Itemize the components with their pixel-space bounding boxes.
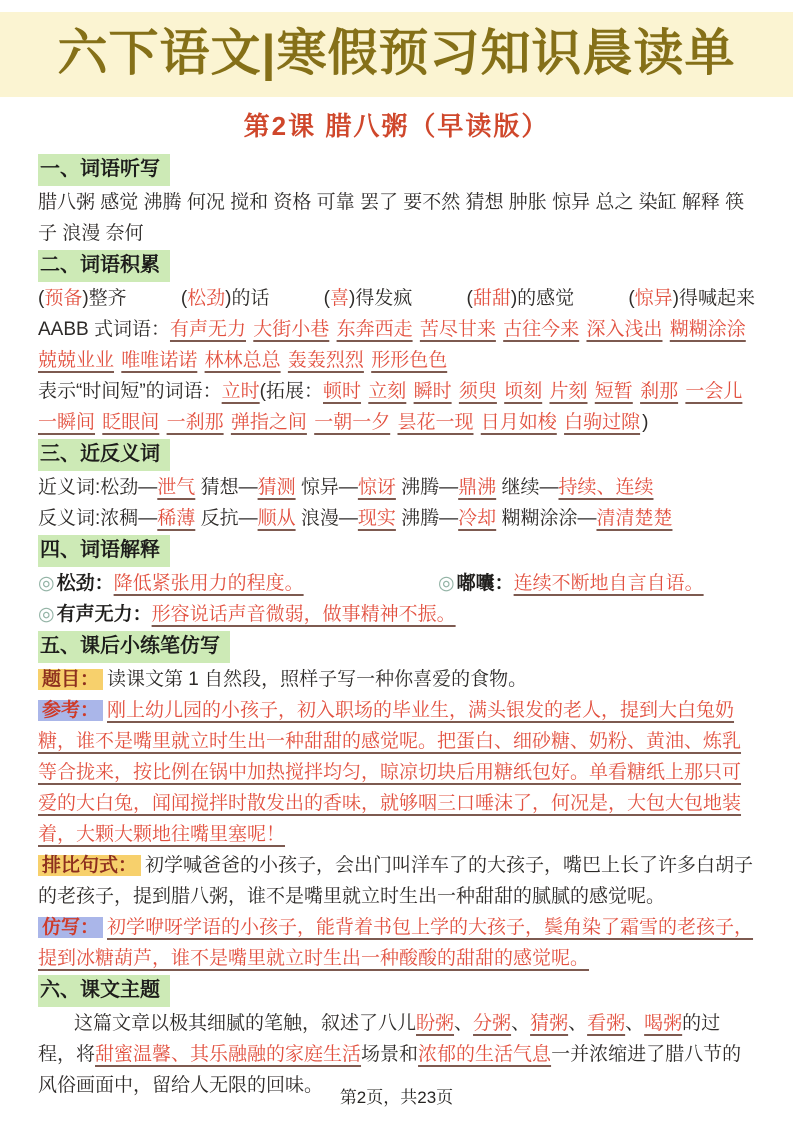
definition-text: 降低紧张用力的程度。 <box>113 573 304 594</box>
section-header-row <box>38 154 755 186</box>
text-segment: 腊八粥 感觉 沸腾 何况 搅和 资格 可靠 罢了 要不然 猜想 肿胀 惊异 总之 染缸 解释 筷子 浪漫 奈何 <box>38 192 745 244</box>
definition-row <box>38 599 755 630</box>
answer-word: 弹指之间 <box>230 412 307 433</box>
answer-word: 糊糊涂涂 <box>669 319 746 340</box>
text-segment: 的过程，将 <box>38 1013 721 1065</box>
answer-word: 一瞬间 <box>38 412 96 433</box>
text-segment: )的感觉 <box>510 288 575 309</box>
section-header: 六、课文主题 <box>38 975 170 1007</box>
answer-word: 眨眼间 <box>102 412 160 433</box>
text-segment: 沸腾— <box>395 477 459 498</box>
answer-word: 立刻 <box>368 381 407 402</box>
text-segment: 糊糊涂涂— <box>496 508 597 529</box>
text-segment: ( <box>323 288 330 309</box>
answer-word: 唯唯诺诺 <box>121 350 198 371</box>
text-segment: 一并浓缩进了腊八节的风俗画面中，留给人无限的回味。 <box>38 1044 742 1096</box>
text-segment: 猜测 <box>257 477 296 498</box>
line-label: 排比句式： <box>38 855 141 876</box>
definition-text: 连续不断地自言自语。 <box>513 573 704 594</box>
text-segment: 持续、连续 <box>558 477 654 498</box>
text-segment: ( <box>628 288 635 309</box>
text-segment: 稀薄 <box>157 508 196 529</box>
section-header-row <box>38 535 755 567</box>
section-header-row <box>38 631 755 663</box>
text-segment: )的话 <box>225 288 270 309</box>
ring-bullet-icon: ◎ <box>438 573 455 594</box>
answer-word: 苦尽甘来 <box>419 319 496 340</box>
text-segment: 泄气 <box>157 477 196 498</box>
answer-word: 大街小巷 <box>253 319 330 340</box>
text-segment: ( <box>466 288 473 309</box>
text-segment: 预备 <box>44 288 83 309</box>
answer-word: 日月如梭 <box>480 412 557 433</box>
answer-word: 东奔西走 <box>336 319 413 340</box>
answer-word: 顿时 <box>323 381 362 402</box>
section-header: 三、近反义词 <box>38 439 170 471</box>
line-label: 题目： <box>38 669 103 690</box>
text-segment: )得喊起来 <box>672 288 755 309</box>
page-number: 第2页，共23页 <box>339 1088 454 1107</box>
answer-word: 顷刻 <box>504 381 543 402</box>
definition-term: 有声无力： <box>56 604 152 625</box>
text-segment: ( <box>180 288 188 309</box>
section-header: 二、词语积累 <box>38 250 170 282</box>
text-segment: 反义词:浓稠— <box>38 508 158 529</box>
section-header-row <box>38 250 755 282</box>
text-line <box>38 187 755 249</box>
text-segment: AABB 式词语： <box>38 319 170 340</box>
text-segment: 、 <box>511 1013 531 1034</box>
fill-blank-item <box>181 283 270 314</box>
text-segment: 初学咿呀学语的小孩子，能背着书包上学的大孩子，鬓角染了霜雪的老孩子，提到冰糖葫芦，谁不是嘴里就立时生出一种酸酸的甜甜的感觉呢。 <box>38 917 754 969</box>
fill-blank-row <box>38 283 755 314</box>
answer-word: 一会儿 <box>685 381 743 402</box>
text-line <box>38 503 755 534</box>
answer-word: 兢兢业业 <box>38 350 115 371</box>
text-segment: 刚上幼儿园的小孩子，初入职场的毕业生，满头银发的老人，提到大白兔奶糖，谁不是嘴里就立时生出一种甜甜的感觉呢。把蛋白、细砂糖、奶粉、黄油、炼乳等合拢来，按比例在锅中加热搅拌均匀，晾凉切块后用糖纸包好。单看糖纸上那只可爱的大白兔，闻闻搅拌时散发出的香味，就够咽三口唾沫了，何况是，大包大包地装着，大颗大颗地往嘴里塞呢！ <box>38 700 742 845</box>
text-segment: 清清楚楚 <box>596 508 673 529</box>
text-segment: 立时 <box>221 381 260 402</box>
text-segment: 初学喊爸爸的小孩子，会出门叫洋车了的大孩子，嘴巴上长了许多白胡子的老孩子，提到腊八粥，谁不是嘴里就立时生出一种甜甜的腻腻的感觉呢。 <box>38 855 754 907</box>
definition-term: 松劲： <box>56 573 114 594</box>
section-header: 四、词语解释 <box>38 535 170 567</box>
section-header: 五、课后小练笔仿写 <box>38 631 230 663</box>
text-segment: 近义词:松劲— <box>38 477 158 498</box>
answer-word: 瞬时 <box>413 381 452 402</box>
text-segment: 猜粥 <box>530 1013 569 1034</box>
text-segment: 甜蜜温馨、其乐融融的家庭生活 <box>95 1044 362 1065</box>
text-segment: 盼粥 <box>416 1013 455 1034</box>
definition-item <box>438 568 704 599</box>
word-list-line <box>38 314 755 376</box>
text-segment: 反抗— <box>195 508 258 529</box>
text-segment: 、 <box>625 1013 645 1034</box>
answer-word: 林林总总 <box>204 350 281 371</box>
text-segment: ) <box>642 412 649 433</box>
text-segment: 浪漫— <box>295 508 358 529</box>
text-segment: ( <box>38 288 45 309</box>
definition-text: 形容说话声音微弱，做事精神不振。 <box>151 604 456 625</box>
answer-word: 轰轰烈烈 <box>287 350 364 371</box>
text-segment: 惊讶 <box>357 477 396 498</box>
text-segment: 顺从 <box>257 508 296 529</box>
answer-word: 一朝一夕 <box>314 412 391 433</box>
text-segment: 惊异 <box>634 288 673 309</box>
answer-word: 深入浅出 <box>586 319 663 340</box>
text-segment: 现实 <box>357 508 396 529</box>
fill-blank-item <box>628 283 755 314</box>
text-segment: 松劲 <box>187 288 226 309</box>
text-line <box>38 472 755 503</box>
text-segment: 这篇文章以极其细腻的笔触，叙述了八儿 <box>74 1013 417 1034</box>
word-list-line <box>38 376 755 438</box>
ring-bullet-icon: ◎ <box>38 573 55 594</box>
text-segment: 表示“时间短”的词语： <box>38 381 222 402</box>
answer-word: 形形色色 <box>371 350 448 371</box>
fill-blank-item <box>466 283 574 314</box>
text-segment: 看粥 <box>587 1013 626 1034</box>
line-label: 仿写： <box>38 917 103 938</box>
text-segment: 读课文第 1 自然段，照样子写一种你喜爱的食物。 <box>107 669 528 690</box>
definition-item <box>38 568 438 599</box>
answer-word: 片刻 <box>549 381 588 402</box>
text-segment: 、 <box>454 1013 474 1034</box>
line-label: 参考： <box>38 700 103 721</box>
answer-word: 白驹过隙 <box>564 412 641 433</box>
ring-bullet-icon: ◎ <box>38 604 55 625</box>
answer-word: 古往今来 <box>503 319 580 340</box>
text-segment: 继续— <box>496 477 559 498</box>
text-segment: (拓展： <box>259 381 323 402</box>
text-segment: 喜 <box>329 288 349 309</box>
answer-word: 刹那 <box>640 381 679 402</box>
text-segment: 场景和 <box>361 1044 419 1065</box>
definition-row <box>38 568 755 599</box>
labeled-line <box>38 850 755 912</box>
section-header-row <box>38 975 755 1007</box>
title-banner <box>0 12 793 97</box>
text-segment: 沸腾— <box>395 508 459 529</box>
text-segment: 分粥 <box>473 1013 512 1034</box>
labeled-line <box>38 912 755 974</box>
text-segment: )得发疯 <box>349 288 413 309</box>
text-segment: 浓郁的生活气息 <box>418 1044 552 1065</box>
text-segment: 冷却 <box>458 508 497 529</box>
answer-word: 短暂 <box>594 381 633 402</box>
answer-word: 有声无力 <box>169 319 246 340</box>
fill-blank-item <box>324 283 413 314</box>
text-segment: 、 <box>568 1013 588 1034</box>
answer-word: 昙花一现 <box>397 412 474 433</box>
definition-term: 嘟囔： <box>456 573 514 594</box>
text-segment: 甜甜 <box>472 288 511 309</box>
labeled-line <box>38 664 755 695</box>
text-segment: 惊异— <box>295 477 358 498</box>
text-segment: 鼎沸 <box>458 477 497 498</box>
content <box>0 143 793 1101</box>
answer-word: 一刹那 <box>166 412 224 433</box>
text-segment: 喝粥 <box>644 1013 683 1034</box>
text-segment: 猜想— <box>195 477 258 498</box>
lesson-subtitle: 第2课 腊八粥（早读版） <box>243 111 550 141</box>
definition-item <box>38 599 456 630</box>
section-header-row <box>38 439 755 471</box>
section-header: 一、词语听写 <box>38 154 170 186</box>
answer-word: 须臾 <box>458 381 497 402</box>
fill-blank-item <box>38 283 127 314</box>
labeled-line <box>38 695 755 850</box>
page-title: 六下语文|寒假预习知识晨读单 <box>57 25 736 81</box>
text-segment: )整齐 <box>82 288 127 309</box>
